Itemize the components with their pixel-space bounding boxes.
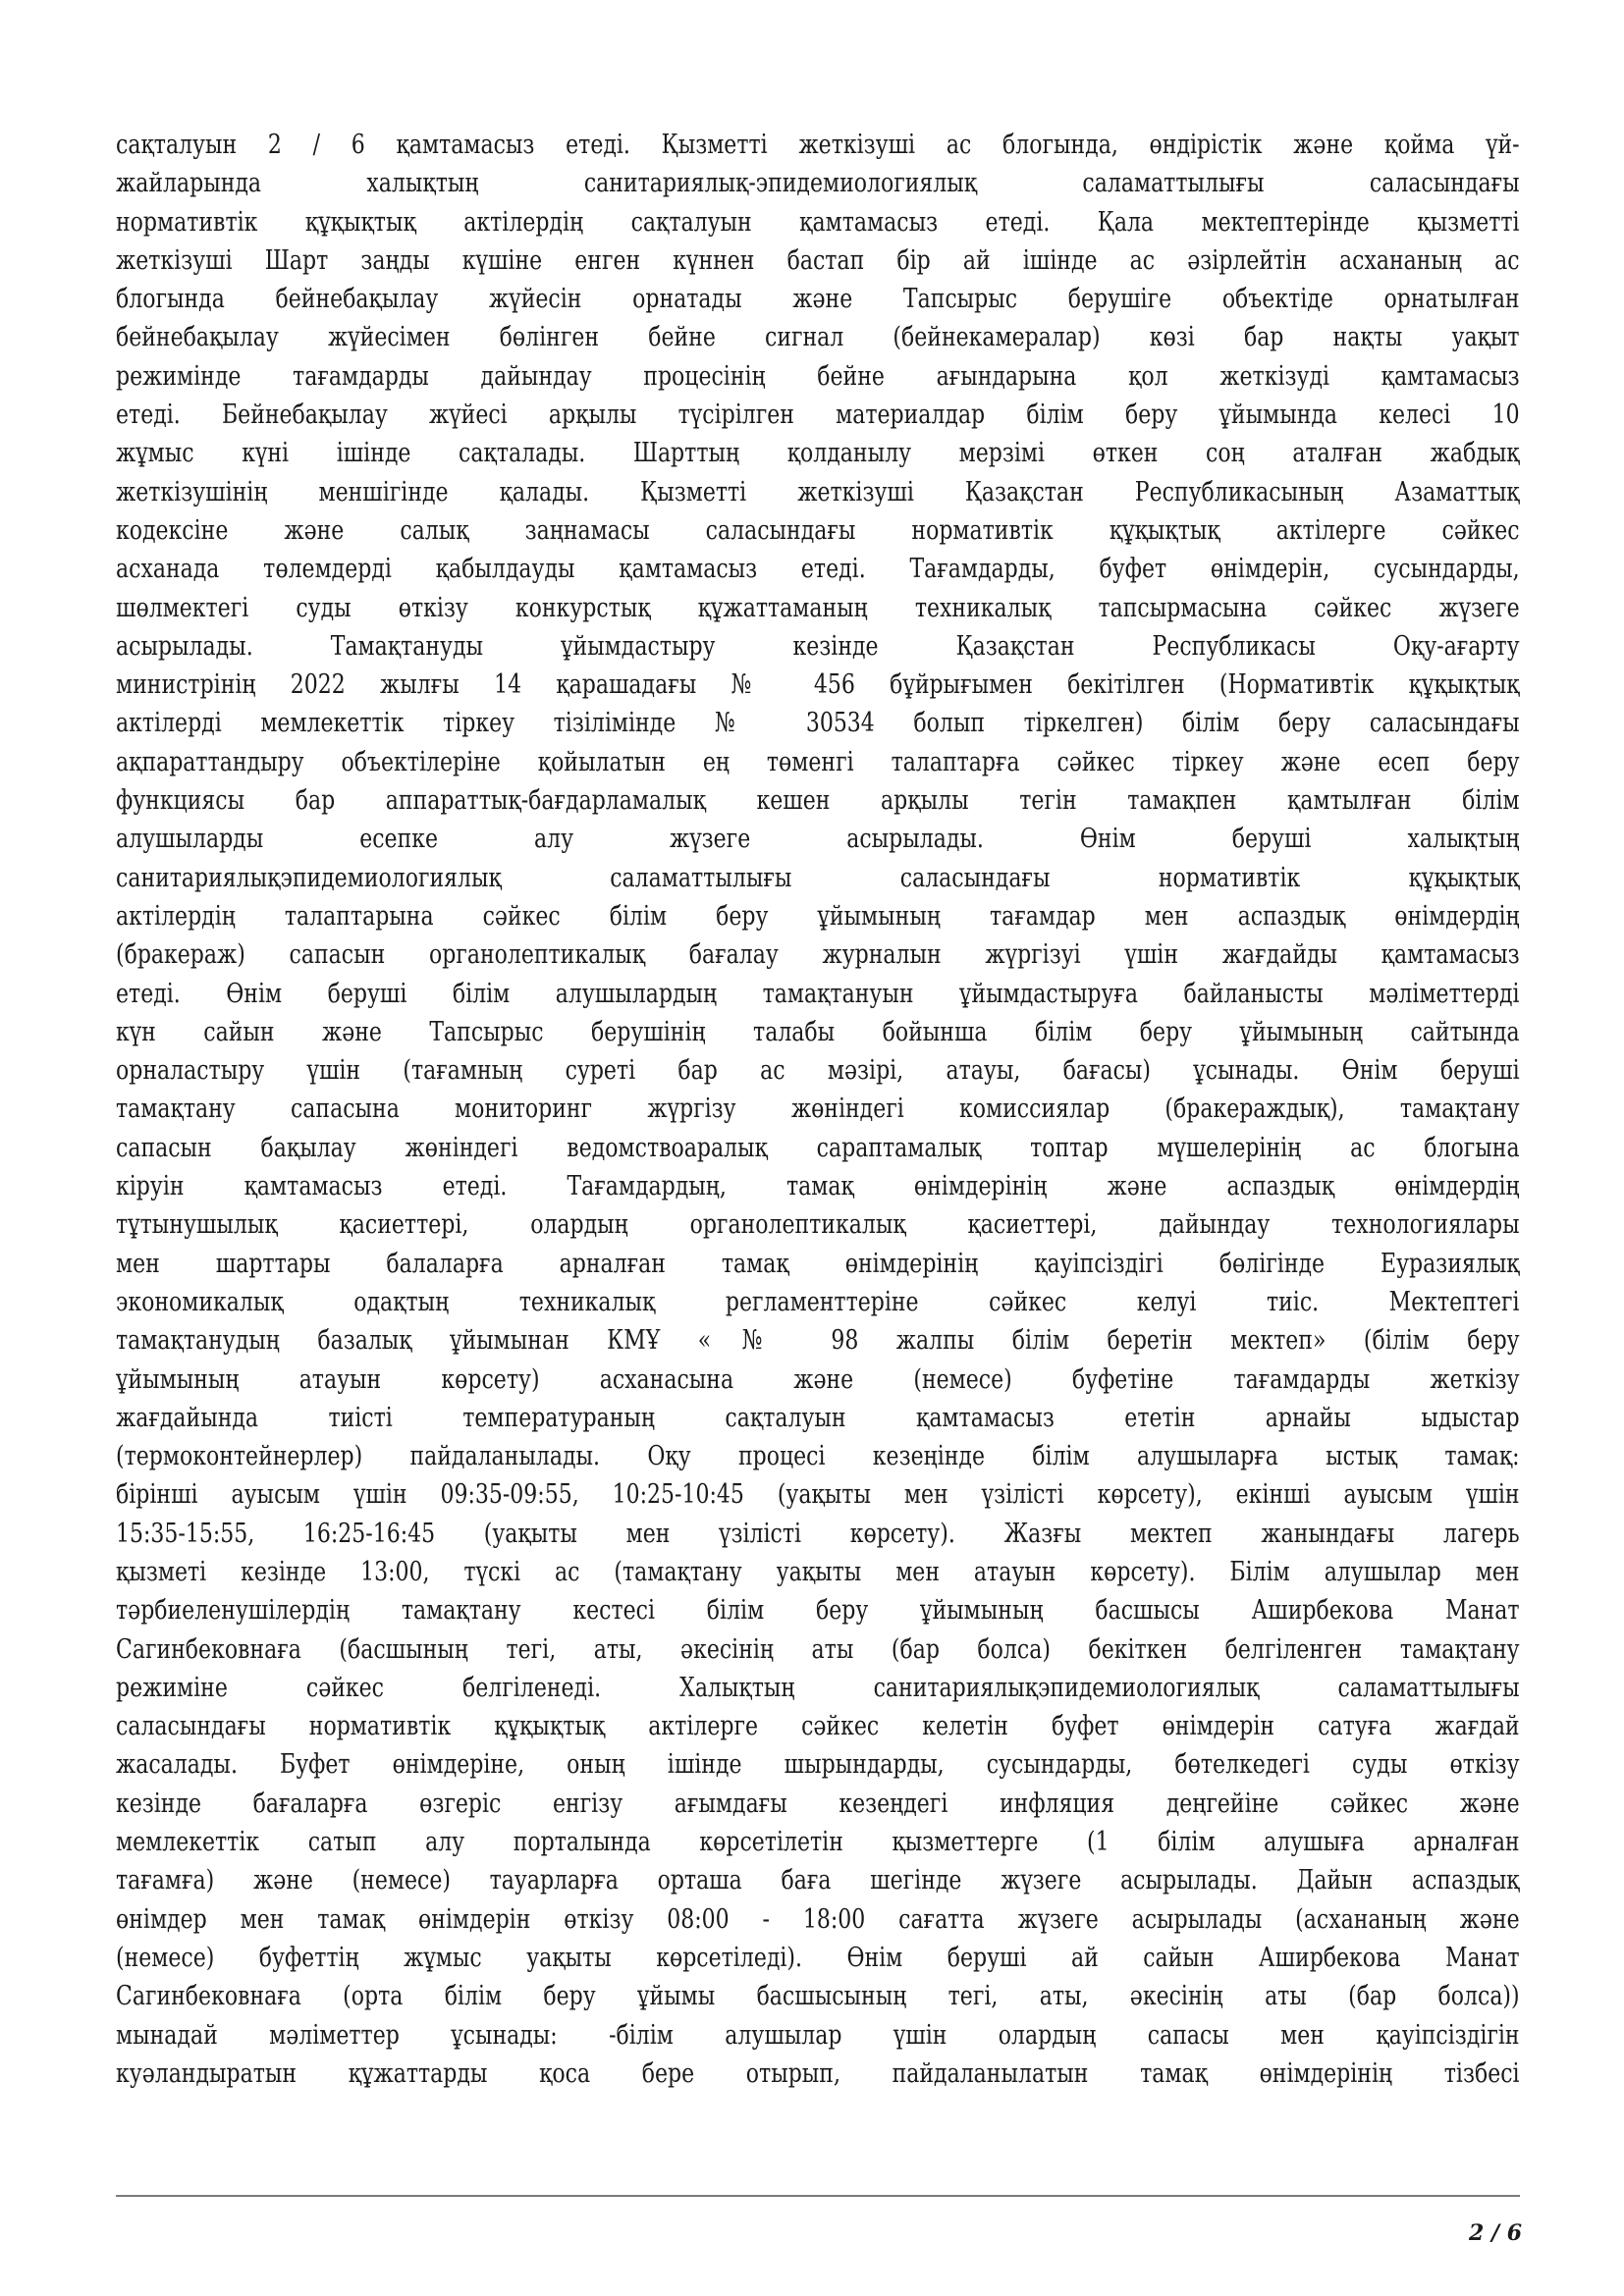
text-line: етеді. Өнім беруші білім алушылардың тамақтануын ұйымдастыруға байланысты мәліметтерді [116, 977, 1520, 1009]
text-line: жұмыс күні ішінде сақталады. Шарттың қолданылу мерзімі өткен соң аталған жабдық [116, 437, 1520, 469]
text-line: 15:35-15:55, 16:25-16:45 (уақыты мен үзілісті көрсету). Жазғы мектеп жанындағы лагерь [116, 1517, 1520, 1549]
text-line: күн сайын және Тапсырыс берушінің талабы бойынша білім беру ұйымының сайтында [116, 1015, 1520, 1047]
document-body [116, 126, 1520, 2093]
text-line: министрінің 2022 жылғы 14 қарашадағы № 456 бұйрығымен бекітілген (Нормативтік құқықтық [116, 668, 1520, 701]
text-line: сақталуын 2 / 6 қамтамасыз етеді. Қызметті жеткізуші ас блогында, өндірістік және қойма үй- [116, 129, 1520, 160]
text-line: жеткізушінің меншігінде қалады. Қызметті жеткізуші Қазақстан Республикасының Азаматтық [116, 475, 1520, 507]
text-line: кезінде бағаларға өзгеріс енгізу ағымдағы кезеңдегі инфляция деңгейіне сәйкес және [116, 1787, 1520, 1819]
text-line: тағамға) және (немесе) тауарларға орташа баға шегінде жүзеге асырылады. Дайын аспаздық [116, 1864, 1520, 1896]
text-line: тұтынушылық қасиеттері, олардың органолептикалық қасиеттері, дайындау технологиялары [116, 1208, 1520, 1241]
text-line: бірінші ауысым үшін 09:35-09:55, 10:25-10:45 (уақыты мен үзілісті көрсету), екінші ауысым үшін [116, 1478, 1520, 1511]
text-line: кіруін қамтамасыз етеді. Тағамдардың, тамақ өнімдерінің және аспаздық өнімдердің [116, 1170, 1520, 1202]
text-line: куәландыратын құжаттарды қоса бере отырып, пайдаланылатын тамақ өнімдерінің тізбесі [116, 2056, 1520, 2089]
text-line: саласындағы нормативтік құқықтық актілерге сәйкес келетін буфет өнімдерін сатуға жағдай [116, 1710, 1520, 1742]
text-line: нормативтік құқықтық актілердің сақталуын қамтамасыз етеді. Қала мектептерінде қызметті [116, 205, 1520, 238]
text-line: ақпараттандыру объектілеріне қойылатын ең төменгі талаптарға сәйкес тіркеу және есеп беру [116, 745, 1520, 777]
text-line: ұйымының атауын көрсету) асханасына және (немесе) буфетіне тағамдарды жеткізу [116, 1362, 1520, 1395]
text-line: жағдайында тиісті температураның сақталуын қамтамасыз ететін арнайы ыдыстар [116, 1401, 1520, 1433]
text-line: қызметі кезінде 13:00, түскі ас (тамақтану уақыты мен атауын көрсету). Білім алушылар мен [116, 1555, 1520, 1587]
text-line: (немесе) буфеттің жұмыс уақыты көрсетіледі). Өнім беруші ай сайын Аширбекова Манат [116, 1941, 1520, 1973]
text-line: орналастыру үшін (тағамның суреті бар ас мәзірі, атауы, бағасы) ұсынады. Өнім беруші [116, 1054, 1520, 1087]
text-line: Сагинбековнаға (басшының тегі, аты, әкесінің аты (бар болса) бекіткен белгіленген тамақтану [116, 1632, 1520, 1665]
text-line: жасалады. Буфет өнімдеріне, оның ішінде шырындарды, сусындарды, бөтелкедегі суды өткізу [116, 1748, 1520, 1781]
text-line: блогында бейнебақылау жүйесін орнатады және Тапсырыс берушіге объектіде орнатылған [116, 283, 1520, 315]
text-line: алушыларды есепке алу жүзеге асырылады. Өнім беруші халықтың [116, 823, 1520, 855]
text-line: мен шарттары балаларға арналған тамақ өнімдерінің қауіпсіздігі бөлігінде Еуразиялық [116, 1247, 1520, 1279]
text-line: (термоконтейнерлер) пайдаланылады. Оқу процесі кезеңінде білім алушыларға ыстық тамақ: [116, 1440, 1520, 1472]
text-line: жеткізуші Шарт заңды күшіне енген күннен бастап бір ай ішінде ас әзірлейтін асхананың ас [116, 243, 1520, 276]
page-number: 2 / 6 [1469, 2220, 1522, 2246]
footer-divider [116, 2195, 1520, 2197]
text-line: асханада төлемдерді қабылдауды қамтамасыз етеді. Тағамдарды, буфет өнімдерін, сусындарды, [116, 553, 1520, 585]
text-line: бейнебақылау жүйесімен бөлінген бейне сигнал (бейнекамералар) көзі бар нақты уақыт [116, 321, 1520, 353]
text-line: актілердің талаптарына сәйкес білім беру ұйымының тағамдар мен аспаздық өнімдердің [116, 899, 1520, 932]
text-line: тамақтану сапасына мониторинг жүргізу жөніндегі комиссиялар (бракераждық), тамақтану [116, 1093, 1520, 1125]
text-line: тамақтанудың базалық ұйымынан КМҰ «№ 98 жалпы білім беретін мектеп» (білім беру [116, 1324, 1520, 1357]
text-line: асырылады. Тамақтануды ұйымдастыру кезінде Қазақстан Республикасы Оқу-ағарту [116, 629, 1520, 662]
text-line: жайларында халықтың санитариялық-эпидемиологиялық саламаттылығы саласындағы [116, 167, 1520, 199]
text-line: режиміне сәйкес белгіленеді. Халықтың санитариялықэпидемиологиялық саламаттылығы [116, 1671, 1520, 1703]
text-line: мемлекеттік сатып алу порталында көрсетілетін қызметтерге (1 білім алушыға арналған [116, 1826, 1520, 1858]
text-line: режимінде тағамдарды дайындау процесінің бейне ағындарына қол жеткізуді қамтамасыз [116, 359, 1520, 392]
text-line: санитариялықэпидемиологиялық саламаттылығы саласындағы нормативтік құқықтық [116, 861, 1520, 893]
text-line: Сагинбековнаға (орта білім беру ұйымы басшысының тегі, аты, әкесінің аты (бар болса)) [116, 1980, 1520, 2012]
text-line: актілерді мемлекеттік тіркеу тізілімінде № 30534 болып тіркелген) білім беру саласындағы [116, 707, 1520, 739]
text-line: етеді. Бейнебақылау жүйесі арқылы түсірілген материалдар білім беру ұйымында келесі 10 [116, 399, 1520, 431]
text-line: өнімдер мен тамақ өнімдерін өткізу 08:00 - 18:00 сағатта жүзеге асырылады (асхананың және [116, 1902, 1520, 1935]
text-line: сапасын бақылау жөніндегі ведомствоаралық сараптамалық топтар мүшелерінің ас блогына [116, 1131, 1520, 1163]
text-line: (бракераж) сапасын органолептикалық бағалау журналын жүргізуі үшін жағдайды қамтамасыз [116, 938, 1520, 971]
text-line: кодексіне және салық заңнамасы саласындағы нормативтік құқықтық актілерге сәйкес [116, 513, 1520, 546]
text-line: шөлмектегі суды өткізу конкурстық құжаттаманың техникалық тапсырмасына сәйкес жүзеге [116, 591, 1520, 623]
text-line: экономикалық одақтың техникалық регламенттеріне сәйкес келуі тиіс. Мектептегі [116, 1285, 1520, 1317]
text-line: функциясы бар аппараттық-бағдарламалық кешен арқылы тегін тамақпен қамтылған білім [116, 784, 1520, 817]
text-line: мынадай мәліметтер ұсынады: -білім алушылар үшін олардың сапасы мен қауіпсіздігін [116, 2018, 1520, 2051]
text-line: тәрбиеленушілердің тамақтану кестесі білім беру ұйымының басшысы Аширбекова Манат [116, 1594, 1520, 1627]
